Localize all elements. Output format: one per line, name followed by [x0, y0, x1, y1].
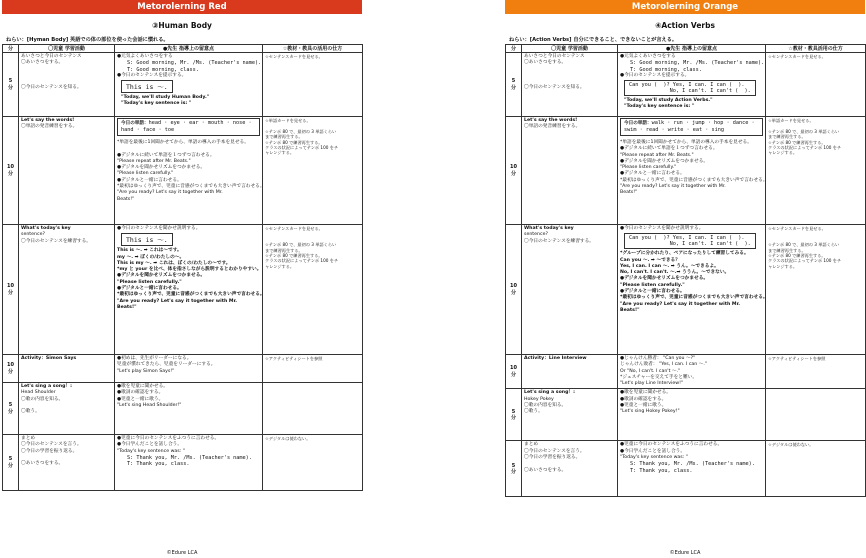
minutes-cell	[3, 355, 19, 383]
text-line: *単語を最後に1回聞かせてから、単語の導入の手本を見せる。	[620, 140, 752, 145]
table-row	[506, 441, 866, 497]
series-banner: Metorolerning Red	[2, 0, 362, 14]
text-line: *最初はゆっくり声で、児童に音感がつくまでも大きい声で言わせる。	[117, 292, 265, 298]
text-line: 〇あいさつをする。	[21, 461, 64, 467]
text-line: まで練習再生する。	[768, 134, 806, 140]
text-line: "Please listen carefully."	[117, 279, 182, 285]
column-header: ●先生 指導上の留意点	[618, 45, 766, 53]
text-line: ●元気よくあいさつをする	[117, 54, 173, 59]
minutes-label: 分	[7, 462, 13, 469]
text-line: クラスの状況によってテンポ 100 をチ	[265, 258, 339, 264]
vocabulary-box	[117, 118, 260, 136]
text-line: あいさつと今日のセンテンス	[21, 54, 82, 59]
text-line: 児童が慣れてきたら、児童をリーダーにする。	[117, 362, 216, 368]
text-line: "Please repeat after Mr. Beats."	[117, 158, 191, 164]
teacher-notes-cell	[618, 355, 766, 389]
text-line: ャレンジする。	[265, 263, 295, 269]
minutes-cell	[3, 117, 19, 225]
text-line: ☆テンポ 80 で練習再生する。	[265, 139, 323, 145]
minutes-label: 5	[511, 462, 516, 469]
text-line: ●児童と一緒に歌う。	[620, 403, 667, 409]
text-line: S: Good morning, Mr. /Ms. (Teacher's name).	[127, 60, 262, 67]
teacher-notes-cell	[115, 225, 263, 355]
minutes-cell	[506, 117, 522, 225]
text-line: "Let's sing Head Shoulder!"	[117, 402, 182, 408]
text-line: ☆アクティビティシートを参照	[265, 356, 323, 361]
table-row	[506, 117, 866, 225]
materials-cell	[263, 435, 363, 491]
text-line: Can you ～. ➡ ～できる？	[620, 257, 680, 263]
teacher-notes-cell	[618, 225, 766, 355]
text-line: ●歌詞の確認をする。	[117, 390, 164, 396]
minutes-cell	[506, 355, 522, 389]
text-line: Head Shoulder	[21, 390, 56, 396]
text-line: S: Good morning, Mr. /Ms. (Teacher's name).	[630, 60, 765, 67]
text-line: This is ～. ➡ これは～です。	[117, 248, 182, 254]
text-line: "Are you ready? Let's say it together with Mr.	[620, 184, 726, 190]
text-line: Or "No, I can't. I can't ～."	[620, 368, 681, 374]
child-activity-cell	[522, 117, 618, 225]
minutes-label: 分	[7, 289, 13, 296]
text-line: 〇あいさつをする。	[524, 60, 567, 66]
text-line: 〇あいさつをする。	[524, 467, 567, 473]
minutes-label: 10	[7, 362, 14, 369]
text-line: クラスの状況によってテンポ 100 をチ	[768, 145, 842, 151]
text-line: 〇今日のセンテンスを練習する。	[524, 238, 594, 244]
table-row	[3, 435, 363, 491]
vocabulary-label: 今日の単語：	[121, 121, 149, 126]
column-header: ☆教材・教具の活用の仕方	[263, 45, 363, 53]
text-line: *単語を最後に1回聞かせてから、単語の導入の手本を見せる。	[117, 140, 249, 145]
greeting-dialogue	[620, 60, 763, 73]
text-line: ●今日学んだことを話し合う。	[117, 442, 183, 448]
copyright-footer: ©Edure LCA	[166, 550, 198, 556]
text-line: "Today's key sentence was: "	[620, 455, 688, 461]
text-line: ●デジタルと一緒に言わせる。	[117, 286, 182, 292]
text-line: 〇今日のセンテンスを知る。	[524, 85, 585, 91]
text-line: T: Thank you, class.	[630, 467, 693, 474]
text-line: ●児童と一緒に歌う。	[117, 396, 164, 402]
text-line: my ～. ➡ ぼくの/わたしの～。	[117, 254, 185, 260]
column-header: ☆教材・教具活用の仕方	[766, 45, 866, 53]
materials-cell	[766, 225, 866, 355]
text-line: T: Thank you, class.	[127, 461, 190, 468]
key-sentence-box: This is ～.	[121, 80, 173, 93]
text-line: Beats!"	[117, 196, 135, 202]
text-line: ●デジタルに続いて単語を１つずつ言わせる。	[620, 146, 718, 152]
text-line: 〇歌の内容を知る。	[524, 403, 567, 409]
text-line: This is my ～. ➡ これは、ぼくの/わたしの～です。	[117, 260, 231, 266]
teacher-notes-cell	[618, 117, 766, 225]
text-line: Beats!"	[117, 304, 137, 310]
text-line: 〇単語の発音練習をする。	[524, 124, 581, 130]
text-line: Yes, I can. I can ～. ➡ うん。～できるよ。	[620, 263, 719, 269]
text-line: ●今日のセンテンスを聞かせ説明する。	[117, 226, 201, 231]
text-line: 〇単語の発音練習をする。	[21, 124, 78, 130]
text-line: ●児童に今日のセンテンスをふつうに言わせる。	[620, 442, 723, 448]
text-line: ●デジタルを聞かせリズムをつかませる。	[620, 158, 709, 164]
minutes-label: 分	[510, 170, 516, 177]
minutes-label: 10	[510, 164, 517, 171]
text-line: Beats!"	[620, 307, 640, 313]
text-line: "Let's play Line Interview!"	[620, 381, 684, 387]
text-line: What's today's key	[524, 226, 574, 231]
text-line: ●今日学んだことを話し合う。	[620, 448, 686, 454]
minutes-cell	[3, 53, 19, 117]
text-line: クラスの状況によってテンポ 100 をチ	[768, 258, 842, 264]
minutes-cell	[3, 435, 19, 491]
vocabulary-label: 今日の単語：	[624, 121, 652, 126]
child-activity-cell	[19, 53, 115, 117]
minutes-label: 分	[510, 84, 516, 91]
text-line: Let's say the words!	[524, 118, 578, 123]
materials-cell	[766, 389, 866, 441]
text-line: "Today, we'll study Human Body."	[121, 95, 210, 101]
minutes-cell	[506, 389, 522, 441]
table-row	[506, 225, 866, 355]
greeting-dialogue	[117, 455, 260, 468]
lesson-aim: ねらい：[Hyman Body] 英語での体の部位を使った会話に慣れる。	[6, 37, 169, 43]
text-line: ☆単語カードを見せる。	[768, 118, 814, 123]
series-banner: Metorolerning Orange	[505, 0, 865, 14]
text-line: T: Good morning, class.	[630, 66, 702, 73]
copyright-footer: ©Edure LCA	[669, 550, 701, 556]
text-line: 〇今日のセンテンスを練習する。	[21, 238, 91, 244]
text-line: S: Thank you, Mr. /Ms. (Teacher's name).	[127, 454, 252, 461]
lesson-table	[2, 44, 363, 491]
lesson-plan-orange	[505, 0, 865, 558]
minutes-label: 分	[7, 84, 13, 91]
text-line: あいさつと今日のセンテンス	[524, 54, 585, 59]
teacher-notes-cell	[618, 389, 766, 441]
text-line: "Are you ready? Let's say it together with Mr.	[117, 298, 238, 304]
minutes-label: 分	[7, 170, 13, 177]
text-line: Hokey Pokey	[524, 396, 554, 402]
table-row	[506, 355, 866, 389]
key-sentence-box: Can you ( )? Yes, I can. I can ( ). No, I can't. I can't ( ).	[624, 233, 756, 249]
table-row	[3, 225, 363, 355]
materials-cell	[263, 355, 363, 383]
table-row	[506, 389, 866, 441]
text-line: *ジェスチャーを交えて手をと難い。	[620, 374, 698, 380]
text-line: ☆テンポ 80 で、最初の 3 単語くらい	[768, 242, 840, 248]
lesson-table	[505, 44, 866, 497]
child-activity-cell	[522, 355, 618, 389]
text-line: ☆センテンスカードを見せる。	[768, 54, 826, 59]
minutes-label: 分	[510, 468, 516, 475]
text-line: Beats!"	[620, 190, 638, 196]
child-activity-cell	[19, 355, 115, 383]
text-line: "Please listen carefully."	[117, 171, 174, 177]
column-header: 分	[506, 45, 522, 53]
text-line: ☆単語カードを見せる。	[265, 118, 311, 123]
teacher-notes-cell	[115, 435, 263, 491]
text-line: ☆テンポ 80 で、最初の 3 単語くらい	[265, 242, 337, 248]
column-header: 〇児童 学習活動	[522, 45, 618, 53]
minutes-label: 10	[510, 283, 517, 290]
text-line: "Are you ready? Let's say it together with Mr.	[117, 190, 223, 196]
text-line: *my と your を比べ、体を指さしながら説明するとわかりやすい。	[117, 267, 262, 273]
text-line: ●じゃんけん勝者： "Can you ～?"	[620, 356, 696, 361]
text-line: まで練習再生する。	[265, 134, 303, 140]
text-line: ☆センテンスカードを見せる。	[265, 226, 323, 231]
text-line: 〇あいさつをする。	[21, 60, 64, 66]
text-line: 〇今日のセンテンスを知る。	[21, 85, 82, 91]
teacher-notes-cell	[618, 53, 766, 117]
text-line: "Let's sing Hokey Pokey!"	[620, 409, 680, 415]
table-row	[506, 53, 866, 117]
materials-cell	[766, 441, 866, 497]
text-line: ●デジタルを聞かせリズムをつかませる。	[117, 165, 206, 171]
key-sentence-box: This is ～.	[121, 233, 173, 246]
minutes-label: 10	[7, 164, 14, 171]
text-line: 〇歌う。	[21, 409, 40, 415]
text-line: 〇歌う。	[524, 409, 543, 415]
teacher-notes-cell	[618, 441, 766, 497]
text-line: "Are you ready? Let's say it together with Mr.	[620, 301, 741, 307]
key-sentence-box: Can you ( )? Yes, I can. I can ( ). No, I can't. I can't ( ).	[624, 80, 756, 96]
text-line: ●デジタルと一緒に言わせる。	[117, 177, 182, 183]
lesson-title: ④Action Verbs	[655, 21, 715, 30]
text-line: ●デジタルと一緒に言わせる。	[620, 289, 685, 295]
text-line: ●児童に今日のセンテンスをふつうに言わせる。	[117, 436, 220, 441]
minutes-cell	[3, 225, 19, 355]
text-line: "Please listen carefully."	[620, 165, 677, 171]
materials-cell	[263, 53, 363, 117]
minutes-cell	[506, 53, 522, 117]
text-line: "Today's key sentence was: "	[117, 448, 185, 454]
text-line: ●デジタルに続いて単語を１つずつ言わせる。	[117, 152, 215, 158]
text-line: ☆テンポ 80 で、最初の 3 単語くらい	[768, 128, 840, 134]
minutes-label: 分	[510, 289, 516, 296]
minutes-label: 10	[7, 283, 14, 290]
minutes-label: 分	[7, 408, 13, 415]
text-line: ☆テンポ 80 で練習再生する。	[265, 253, 323, 259]
table-row	[3, 355, 363, 383]
text-line: ☆アクティビティシートを参照	[768, 356, 826, 361]
header-row	[506, 45, 866, 53]
text-line: ャレンジする。	[768, 263, 798, 269]
text-line: ●初めは、先生がリーダーになる。	[117, 356, 192, 361]
materials-cell	[263, 225, 363, 355]
minutes-label: 5	[8, 402, 13, 409]
text-line: No, I can't. I can't. ～.➡ ううん。～できない。	[620, 270, 730, 276]
text-line: ●歌を児童に聞かせる。	[620, 390, 671, 396]
minutes-cell	[506, 441, 522, 497]
table-row	[3, 383, 363, 435]
text-line: *最初はゆっくり声で、児童に音感がつくまでも大きい声で言わせる。	[117, 184, 265, 190]
text-line: T: Good morning, class.	[127, 66, 199, 73]
minutes-label: 5	[511, 408, 516, 415]
column-header: ●先生 指導上の留意点	[115, 45, 263, 53]
minutes-label: 10	[510, 365, 517, 372]
header-row	[3, 45, 363, 53]
teacher-notes-cell	[115, 117, 263, 225]
text-line: じゃんけん敗者： "Yes, I can. I can ～."	[620, 362, 708, 368]
text-line: ●今日のセンテンスを聞かせ説明する。	[620, 226, 704, 231]
text-line: S: Thank you, Mr. /Ms. (Teacher's name).	[630, 461, 755, 468]
text-line: ●歌を児童に聞かせる。	[117, 384, 168, 389]
text-line: What's today's key	[21, 226, 71, 231]
text-line: "Today, we'll study Action Verbs."	[624, 98, 713, 104]
text-line: 〇今日の学習を振り返る。	[21, 448, 78, 454]
materials-cell	[766, 117, 866, 225]
text-line: 〇今日のセンテンスを言う。	[21, 442, 82, 448]
text-line: 〇今日のセンテンスを言う。	[524, 448, 585, 454]
text-line: *最初はゆっくり声で、児童に音感がつくまでも大きい声で言わせる。	[620, 295, 768, 301]
vocabulary-words: head · eye · ear · mouth · nose · hand · face · toe	[121, 120, 252, 133]
lesson-aim: ねらい：[Action Verbs] 自分にできること、できないことが言える。	[509, 37, 678, 43]
text-line: Activity：Simon Says	[21, 356, 77, 361]
text-line: sentence?	[524, 232, 548, 238]
text-line: まとめ	[21, 436, 36, 441]
materials-cell	[766, 53, 866, 117]
text-line: sentence?	[21, 232, 45, 238]
teacher-notes-cell	[115, 53, 263, 117]
table-row	[3, 117, 363, 225]
child-activity-cell	[522, 53, 618, 117]
child-activity-cell	[19, 435, 115, 491]
text-line: ☆デジタルは使わない。	[265, 436, 311, 441]
minutes-label: 5	[8, 78, 13, 85]
text-line: "Please repeat after Mr. Beats."	[620, 152, 694, 158]
child-activity-cell	[522, 389, 618, 441]
child-activity-cell	[522, 441, 618, 497]
text-line: "Today's key sentence is: "	[624, 104, 695, 110]
text-line: クラスの状況によってテンポ 100 をチ	[265, 145, 339, 151]
lesson-plan-red	[2, 0, 362, 558]
text-line: ●元気よくあいさつをする	[620, 54, 676, 59]
minutes-label: 分	[7, 368, 13, 375]
minutes-cell	[506, 225, 522, 355]
minutes-label: 分	[510, 371, 516, 378]
text-line: "Let's play Simon Says!"	[117, 368, 175, 374]
text-line: ☆テンポ 80 で、最初の 3 単語くらい	[265, 128, 337, 134]
minutes-label: 5	[511, 78, 516, 85]
text-line: Let's sing a song！:	[524, 390, 576, 396]
teacher-notes-cell	[115, 355, 263, 383]
lesson-title: ③Human Body	[152, 21, 212, 30]
teacher-notes-cell	[115, 383, 263, 435]
greeting-dialogue	[620, 461, 763, 474]
vocabulary-box	[620, 118, 763, 136]
text-line: ャレンジする。	[265, 150, 295, 156]
text-line: Let's say the words!	[21, 118, 75, 123]
text-line: 〇歌の内容を知る。	[21, 396, 64, 402]
column-header: 〇児童 学習活動	[19, 45, 115, 53]
greeting-dialogue	[117, 60, 260, 73]
child-activity-cell	[19, 117, 115, 225]
materials-cell	[263, 383, 363, 435]
text-line: ●デジタルと一緒に言わせる。	[620, 171, 685, 177]
text-line: まとめ	[524, 442, 539, 448]
text-line: *最初はゆっくり声で、児童に音感がつくまでも大きい声で言わせる。	[620, 177, 768, 183]
text-line: Let's sing a song！:	[21, 384, 73, 389]
text-line: ☆テンポ 80 で練習再生する。	[768, 253, 826, 259]
text-line: ●歌詞の確認をする。	[620, 396, 667, 402]
materials-cell	[766, 355, 866, 389]
text-line: ●今日のセンテンスを提示する。	[117, 72, 187, 78]
text-line: ●デジタルを聞かせリズムをつかませる。	[620, 276, 709, 282]
text-line: ャレンジする。	[768, 150, 798, 156]
text-line: Activity：Line Interview	[524, 356, 587, 361]
text-line: ☆センテンスカードを見せる。	[265, 54, 323, 59]
text-line: ☆デジタルは使わない。	[768, 442, 814, 448]
text-line: 〇今日の学習を振り返る。	[524, 455, 581, 461]
text-line: ●今日のセンテンスを提示する。	[620, 72, 690, 78]
materials-cell	[263, 117, 363, 225]
text-line: *グループに分かれたり、ペアになったりして練習してみる。	[620, 251, 749, 257]
child-activity-cell	[19, 225, 115, 355]
text-line: まで練習再生する。	[768, 247, 806, 253]
text-line: まで練習再生する。	[265, 247, 303, 253]
text-line: ☆テンポ 80 で練習再生する。	[768, 139, 826, 145]
minutes-cell	[3, 383, 19, 435]
text-line: "Please listen carefully."	[620, 282, 685, 288]
minutes-label: 分	[510, 414, 516, 421]
child-activity-cell	[522, 225, 618, 355]
child-activity-cell	[19, 383, 115, 435]
table-row	[3, 53, 363, 117]
text-line: "Today's key sentence is: "	[121, 101, 192, 107]
minutes-label: 5	[8, 456, 13, 463]
column-header: 分	[3, 45, 19, 53]
text-line: ☆センテンスカードを見せる。	[768, 226, 826, 231]
vocabulary-words: walk · run · jump · hop · dance · swim · read · write · eat · sing	[624, 120, 755, 133]
text-line: ●デジタルを聞かせリズムをつかませる。	[117, 273, 206, 279]
